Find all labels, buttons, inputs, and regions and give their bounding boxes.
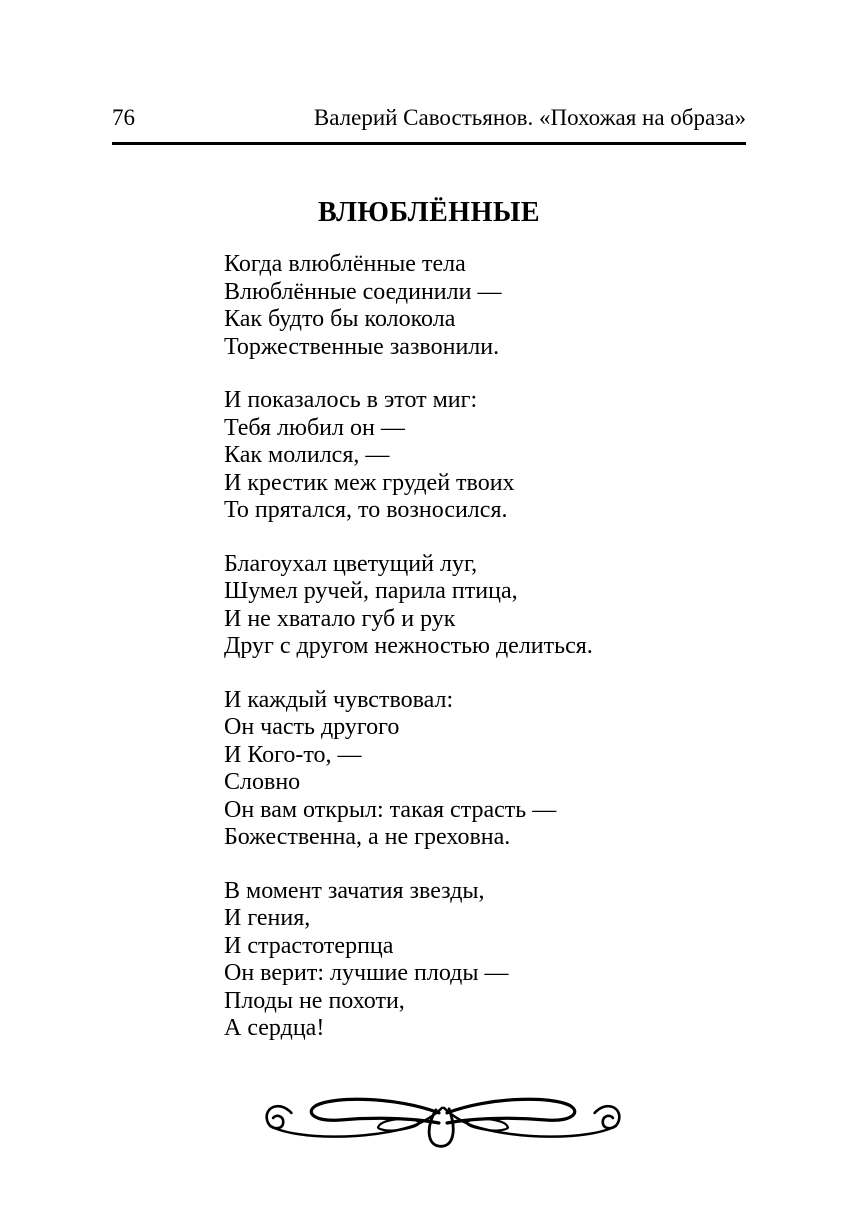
poem-line: Как молился, — xyxy=(224,442,390,468)
poem-line: И показалось в этот миг: xyxy=(224,387,478,413)
poem-line: Когда влюблённые тела xyxy=(224,251,466,277)
poem-line: А сердца! xyxy=(224,1015,325,1041)
poem-line: Шумел ручей, парила птица, xyxy=(224,578,518,604)
poem-line: И страстотерпца xyxy=(224,932,394,959)
poem-line: Благоухал цветущий луг, xyxy=(224,550,478,577)
poem-line: В момент зачатия звезды, xyxy=(224,877,485,904)
running-title: Валерий Савостьянов. «Похожая на образа» xyxy=(313,105,746,130)
running-head xyxy=(112,103,746,133)
poem-line: Он верит: лучшие плоды — xyxy=(224,960,509,986)
poem-line: И гения, xyxy=(224,905,311,931)
poem-title: ВЛЮБЛЁННЫЕ xyxy=(317,197,541,228)
poem-line: Тебя любил он — xyxy=(224,414,405,441)
stanza xyxy=(224,251,744,361)
poem-line: Торжественные зазвонили. xyxy=(224,333,500,360)
poem-line: То прятался, то возносился. xyxy=(224,497,508,523)
poem-line: И Кого-то, — xyxy=(224,741,362,768)
poem-line: Влюблённые соединили — xyxy=(224,278,502,305)
poem-line: Он вам открыл: такая страсть — xyxy=(224,796,557,823)
header-rule xyxy=(112,142,746,145)
poem-line: Друг с другом нежностью делиться. xyxy=(224,633,593,659)
poem-line: Как будто бы колокола xyxy=(224,306,456,332)
stanza xyxy=(224,387,744,525)
poem-line: Словно xyxy=(224,769,301,795)
page-number: 76 xyxy=(112,105,135,130)
divider-flourish-icon xyxy=(261,1092,625,1154)
stanza xyxy=(224,878,744,1043)
poem-body xyxy=(224,251,744,1069)
poem-line: Божественна, а не греховна. xyxy=(224,824,511,850)
stanza xyxy=(224,687,744,852)
poem-line: И крестик меж грудей твоих xyxy=(224,469,515,496)
stanza xyxy=(224,551,744,661)
poem-line: Он часть другого xyxy=(224,714,400,740)
poem-line: И не хватало губ и рук xyxy=(224,605,456,632)
poem-line: И каждый чувствовал: xyxy=(224,686,454,713)
poem-line: Плоды не похоти, xyxy=(224,987,405,1014)
